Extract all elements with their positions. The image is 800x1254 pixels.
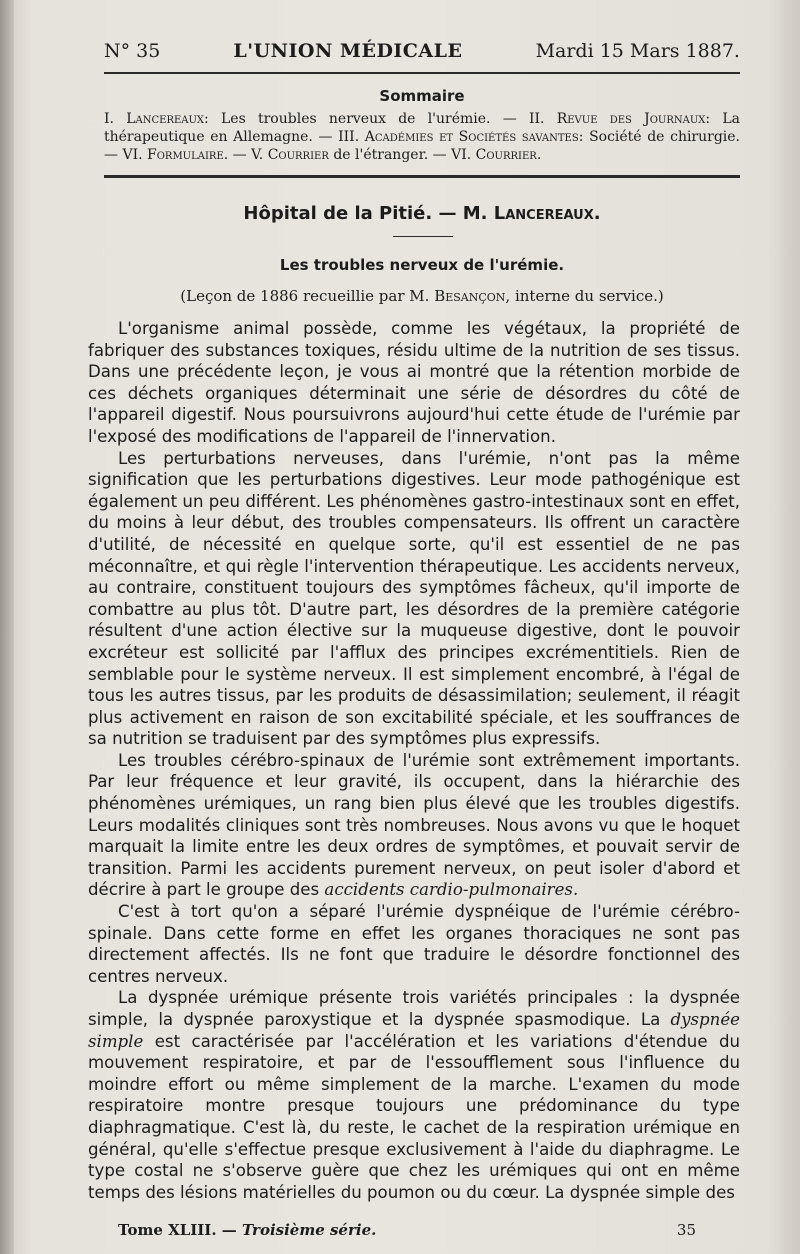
article-title: Les troubles nerveux de l'urémie. (279, 256, 565, 274)
book-spine-shadow (0, 0, 14, 1254)
paragraph: Les troubles cérébro-spinaux de l'urémie sont extrêmement importants. Par leur fréquence et leur gravité, ils occupent, dans la hiérarchie des phénomènes urémiques, un rang bien plus élevé que les troubles digestifs. Leurs modalités cliniques sont très nombreuses. Nous avons vu que le hoquet marquait la limite entre les deux ordres de symptômes, et pouvait servir de transition. Parmi les accidents purement nerveux, on peut isoler d'abord et décrire à part le groupe des accidents cardio-pulmonaires. (88, 750, 740, 900)
sommaire-contents: I. Lancereaux: Les troubles nerveux de l'urémie. — II. Revue des Journaux: La thérapeutique en Allemagne. — III. Académies et Sociétés savantes: Société de chirurgie. — VI. Formulaire. — V. Courrier de l'étranger. — VI. Courrier. (104, 111, 741, 163)
paragraph: C'est à tort qu'on a séparé l'urémie dyspnéique de l'urémie cérébro-spinale. Dans cette forme en effet les organes thoraciques ne sont pas directement affectés. Ils ne font que traduire le désordre fonctionnel des centres nerveux. (88, 902, 740, 986)
sommaire-rule (104, 175, 740, 178)
article-body (88, 318, 740, 1203)
heading-short-rule (393, 236, 453, 237)
page-number: 35 (676, 1221, 696, 1239)
article-hospital-heading: Hôpital de la Pitié. — M. Lancereaux. (243, 203, 601, 224)
paragraph: La dyspnée urémique présente trois variétés principales : la dyspnée simple, la dyspnée paroxystique et la dyspnée spasmodique. La dyspnée simple est caractérisée par l'accélération et les variations d'étendue du mouvement respiratoire, et par de l'essoufflement sous l'influence du moindre effort ou même simplement de la marche. L'examen du mode respiratoire montre presque toujours une prédominance du type diaphragmatique. C'est là, du reste, le cachet de la respiration urémique en général, qu'elle s'effectue presque exclusivement à l'aide du diaphragme. Le type costal ne s'observe guère que chez les urémiques qui ont en même temps des lésions matérielles du poumon ou du cœur. La dyspnée simple des (88, 988, 740, 1202)
lecture-note: (Leçon de 1886 recueillie par M. Besançon, interne du service.) (180, 287, 664, 305)
header-rule (104, 72, 740, 74)
page-footer (118, 1221, 696, 1239)
journal-title: L'UNION MÉDICALE (233, 40, 463, 62)
issue-date: Mardi 15 Mars 1887. (535, 40, 740, 62)
paragraph: Les perturbations nerveuses, dans l'urémie, n'ont pas la même signification que les perturbations digestives. Leur mode pathogénique est également un peu différent. Les phénomènes gastro-intestinaux sont en effet, du moins à leur début, des troubles compensateurs. Ils offrent un caractère d'utilité, de nécessité en quelque sorte, qu'il est essentiel de ne pas méconnaître, et qui règle l'intervention thérapeutique. Les accidents nerveux, au contraire, constituent toujours des symptômes fâcheux, qu'il importe de combattre au plus tôt. D'autre part, les désordres de la première catégorie résultent d'une action élective sur la muqueuse digestive, dont le pouvoir excréteur est sollicité par l'afflux des principes excrémentitiels. Rien de semblable pour le système nerveux. Il est simplement encombré, à l'égal de tous les autres tissus, par les produits de désassimilation; seulement, il réagit plus activement en raison de son excitabilité spéciale, et les souffrances de sa nutrition se traduisent par des symptômes plus expressifs. (88, 448, 740, 749)
paragraph: L'organisme animal possède, comme les végétaux, la propriété de fabriquer des substances toxiques, résidu ultime de la nutrition de ses tissus. Dans une précédente leçon, je vous ai montré que la rétention morbide de ces déchets organiques déterminait une série de désordres du côté de l'appareil digestif. Nous poursuivrons aujourd'hui cette étude de l'urémie par l'exposé des modifications de l'appareil de l'innervation. (88, 319, 740, 446)
volume-info: Tome XLIII. — Troisième série. (118, 1221, 377, 1239)
running-header (104, 40, 740, 72)
issue-number: N° 35 (104, 40, 161, 62)
sommaire-title: Sommaire (379, 87, 465, 105)
